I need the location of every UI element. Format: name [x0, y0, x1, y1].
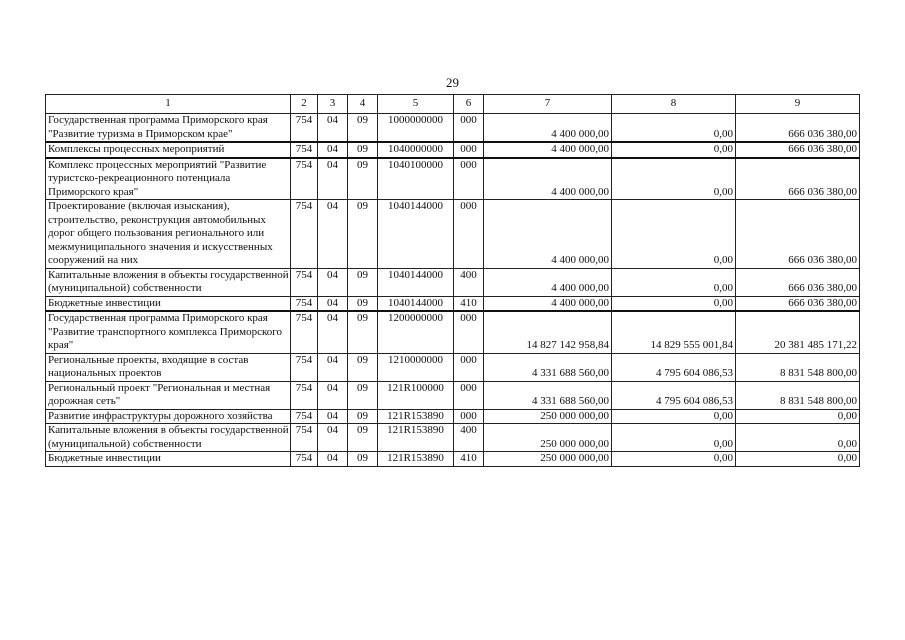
cell-amount-col9: 666 036 380,00 — [736, 142, 860, 158]
cell-ministry: 754 — [291, 381, 318, 409]
cell-expense-type: 000 — [454, 409, 484, 424]
cell-target-article: 121R153890 — [378, 409, 454, 424]
cell-amount-col8: 0,00 — [612, 114, 736, 143]
cell-amount-col9: 8 831 548 800,00 — [736, 353, 860, 381]
cell-ministry: 754 — [291, 158, 318, 200]
header-cell: 7 — [484, 95, 612, 114]
cell-amount-col8: 0,00 — [612, 296, 736, 311]
cell-subsection: 09 — [348, 268, 378, 296]
table-row — [46, 158, 860, 200]
cell-expense-type: 000 — [454, 142, 484, 158]
table-row — [46, 311, 860, 353]
cell-amount-col9: 666 036 380,00 — [736, 200, 860, 269]
row-name: Бюджетные инвестиции — [46, 452, 291, 467]
cell-target-article: 1040144000 — [378, 268, 454, 296]
header-cell: 2 — [291, 95, 318, 114]
cell-ministry: 754 — [291, 353, 318, 381]
cell-amount-col8: 0,00 — [612, 452, 736, 467]
cell-expense-type: 400 — [454, 268, 484, 296]
row-name: Региональные проекты, входящие в состав национальных проектов — [46, 353, 291, 381]
cell-amount-col7: 4 331 688 560,00 — [484, 353, 612, 381]
header-cell: 6 — [454, 95, 484, 114]
cell-section: 04 — [318, 381, 348, 409]
row-name: Бюджетные инвестиции — [46, 296, 291, 311]
cell-target-article: 121R153890 — [378, 452, 454, 467]
cell-target-article: 1210000000 — [378, 353, 454, 381]
cell-amount-col9: 20 381 485 171,22 — [736, 311, 860, 353]
cell-subsection: 09 — [348, 452, 378, 467]
table-row — [46, 296, 860, 311]
cell-section: 04 — [318, 200, 348, 269]
cell-amount-col8: 4 795 604 086,53 — [612, 381, 736, 409]
cell-section: 04 — [318, 409, 348, 424]
cell-section: 04 — [318, 114, 348, 143]
cell-target-article: 1040000000 — [378, 142, 454, 158]
cell-expense-type: 000 — [454, 114, 484, 143]
cell-ministry: 754 — [291, 424, 318, 452]
cell-section: 04 — [318, 296, 348, 311]
row-name: Комплекс процессных мероприятий "Развитие туристско-рекреационного потенциала Приморского края" — [46, 158, 291, 200]
cell-expense-type: 410 — [454, 296, 484, 311]
row-name: Государственная программа Приморского края "Развитие транспортного комплекса Приморского края" — [46, 311, 291, 353]
cell-section: 04 — [318, 142, 348, 158]
cell-expense-type: 400 — [454, 424, 484, 452]
cell-subsection: 09 — [348, 114, 378, 143]
cell-section: 04 — [318, 268, 348, 296]
cell-amount-col9: 0,00 — [736, 424, 860, 452]
cell-ministry: 754 — [291, 296, 318, 311]
cell-amount-col9: 666 036 380,00 — [736, 158, 860, 200]
cell-amount-col9: 0,00 — [736, 452, 860, 467]
row-name: Капитальные вложения в объекты государственной (муниципальной) собственности — [46, 424, 291, 452]
cell-amount-col7: 250 000 000,00 — [484, 424, 612, 452]
table-row — [46, 353, 860, 381]
cell-amount-col8: 14 829 555 001,84 — [612, 311, 736, 353]
cell-expense-type: 000 — [454, 200, 484, 269]
header-cell: 9 — [736, 95, 860, 114]
cell-subsection: 09 — [348, 142, 378, 158]
row-name: Капитальные вложения в объекты государственной (муниципальной) собственности — [46, 268, 291, 296]
row-name: Государственная программа Приморского края "Развитие туризма в Приморском крае" — [46, 114, 291, 143]
table-row — [46, 424, 860, 452]
cell-section: 04 — [318, 311, 348, 353]
cell-ministry: 754 — [291, 142, 318, 158]
cell-amount-col8: 0,00 — [612, 268, 736, 296]
cell-amount-col7: 4 400 000,00 — [484, 142, 612, 158]
row-name: Комплексы процессных мероприятий — [46, 142, 291, 158]
row-name: Развитие инфраструктуры дорожного хозяйства — [46, 409, 291, 424]
cell-subsection: 09 — [348, 353, 378, 381]
header-cell: 3 — [318, 95, 348, 114]
cell-subsection: 09 — [348, 158, 378, 200]
cell-section: 04 — [318, 158, 348, 200]
row-name: Проектирование (включая изыскания), строительство, реконструкция автомобильных дорог общего пользования регионального или межмуниципального значения и искусственных сооружений на них — [46, 200, 291, 269]
cell-ministry: 754 — [291, 268, 318, 296]
cell-section: 04 — [318, 452, 348, 467]
cell-target-article: 1040144000 — [378, 200, 454, 269]
cell-section: 04 — [318, 353, 348, 381]
cell-expense-type: 410 — [454, 452, 484, 467]
cell-target-article: 1040144000 — [378, 296, 454, 311]
cell-target-article: 1040100000 — [378, 158, 454, 200]
cell-amount-col7: 4 331 688 560,00 — [484, 381, 612, 409]
table-row — [46, 142, 860, 158]
header-cell: 4 — [348, 95, 378, 114]
cell-target-article: 1200000000 — [378, 311, 454, 353]
cell-amount-col9: 666 036 380,00 — [736, 296, 860, 311]
cell-subsection: 09 — [348, 409, 378, 424]
cell-amount-col8: 0,00 — [612, 409, 736, 424]
cell-ministry: 754 — [291, 452, 318, 467]
table-row — [46, 114, 860, 143]
cell-ministry: 754 — [291, 409, 318, 424]
cell-target-article: 121R153890 — [378, 424, 454, 452]
table-row — [46, 200, 860, 269]
cell-amount-col7: 14 827 142 958,84 — [484, 311, 612, 353]
budget-table — [45, 94, 860, 467]
cell-expense-type: 000 — [454, 158, 484, 200]
header-row — [46, 95, 860, 114]
cell-subsection: 09 — [348, 381, 378, 409]
cell-amount-col8: 0,00 — [612, 158, 736, 200]
cell-amount-col8: 0,00 — [612, 200, 736, 269]
cell-expense-type: 000 — [454, 381, 484, 409]
table-row — [46, 381, 860, 409]
cell-amount-col8: 0,00 — [612, 424, 736, 452]
cell-amount-col7: 250 000 000,00 — [484, 452, 612, 467]
cell-amount-col7: 4 400 000,00 — [484, 200, 612, 269]
header-cell: 5 — [378, 95, 454, 114]
cell-amount-col7: 4 400 000,00 — [484, 158, 612, 200]
cell-amount-col9: 8 831 548 800,00 — [736, 381, 860, 409]
page-number: 29 — [446, 75, 459, 90]
cell-expense-type: 000 — [454, 353, 484, 381]
cell-ministry: 754 — [291, 200, 318, 269]
cell-amount-col9: 666 036 380,00 — [736, 114, 860, 143]
table-row — [46, 452, 860, 467]
cell-subsection: 09 — [348, 296, 378, 311]
cell-ministry: 754 — [291, 311, 318, 353]
cell-amount-col9: 0,00 — [736, 409, 860, 424]
row-name: Региональный проект "Региональная и местная дорожная сеть" — [46, 381, 291, 409]
cell-amount-col7: 4 400 000,00 — [484, 114, 612, 143]
cell-expense-type: 000 — [454, 311, 484, 353]
cell-ministry: 754 — [291, 114, 318, 143]
cell-target-article: 121R100000 — [378, 381, 454, 409]
cell-target-article: 1000000000 — [378, 114, 454, 143]
cell-subsection: 09 — [348, 311, 378, 353]
cell-section: 04 — [318, 424, 348, 452]
cell-amount-col9: 666 036 380,00 — [736, 268, 860, 296]
cell-subsection: 09 — [348, 200, 378, 269]
header-cell: 8 — [612, 95, 736, 114]
cell-amount-col7: 4 400 000,00 — [484, 268, 612, 296]
cell-amount-col8: 0,00 — [612, 142, 736, 158]
cell-amount-col7: 250 000 000,00 — [484, 409, 612, 424]
table-row — [46, 409, 860, 424]
header-cell: 1 — [46, 95, 291, 114]
cell-amount-col8: 4 795 604 086,53 — [612, 353, 736, 381]
cell-amount-col7: 4 400 000,00 — [484, 296, 612, 311]
table-row — [46, 268, 860, 296]
cell-subsection: 09 — [348, 424, 378, 452]
